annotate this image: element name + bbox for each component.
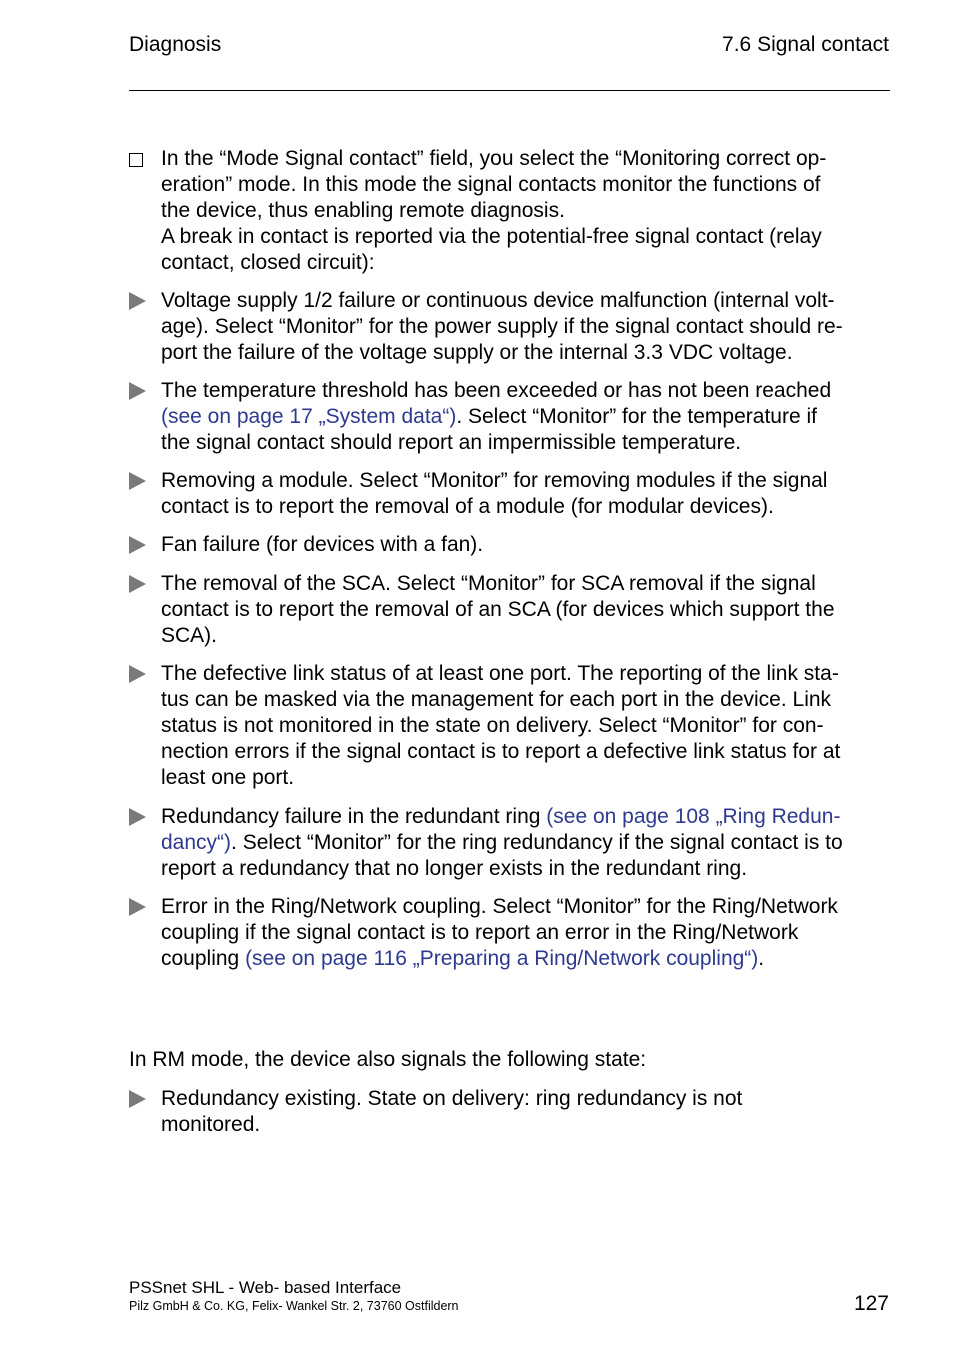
- list-item-sca-removal: [129, 571, 890, 649]
- text-line: monitored.: [161, 1113, 261, 1136]
- text-line: nection errors if the signal contact is to report a defective link status for at: [161, 740, 841, 763]
- text-line: In the “Mode Signal contact” field, you select the “Monitoring correct op-: [161, 147, 827, 170]
- text-line: dancy“). Select “Monitor” for the ring redundancy if the signal contact is to: [161, 831, 843, 854]
- list-item-voltage-supply: [129, 288, 890, 366]
- triangle-bullet-icon: [129, 292, 146, 310]
- text-line: The removal of the SCA. Select “Monitor” for SCA removal if the signal: [161, 572, 816, 595]
- rm-mode-intro: In RM mode, the device also signals the following state:: [129, 1048, 647, 1071]
- text-line: age). Select “Monitor” for the power supply if the signal contact should re-: [161, 315, 843, 338]
- text-line: Removing a module. Select “Monitor” for removing modules if the signal: [161, 469, 828, 492]
- text-line: The defective link status of at least one port. The reporting of the link sta-: [161, 662, 839, 685]
- checkbox-icon: [129, 153, 143, 167]
- list-item-ring-network-coupling: [129, 894, 890, 972]
- header-section: Diagnosis: [129, 33, 222, 56]
- text-line: tus can be masked via the management for each port in the device. Link: [161, 688, 832, 711]
- list-item-redundancy-failure: [129, 804, 890, 882]
- text-line: coupling if the signal contact is to report an error in the Ring/Network: [161, 921, 799, 944]
- list-item-link-status: [129, 661, 890, 791]
- list-item-module-removal: [129, 468, 890, 520]
- page-link-ring-redundancy-cont[interactable]: dancy“): [161, 831, 232, 854]
- page-link-system-data[interactable]: (see on page 17 „System data“): [161, 405, 457, 428]
- text-line: Error in the Ring/Network coupling. Select “Monitor” for the Ring/Network: [161, 895, 838, 918]
- text-line: contact is to report the removal of a module (for modular devices).: [161, 495, 774, 518]
- text-line: Redundancy existing. State on delivery: ring redundancy is not: [161, 1087, 743, 1110]
- triangle-bullet-icon: [129, 382, 146, 400]
- text-line: port the failure of the voltage supply or the internal 3.3 VDC voltage.: [161, 341, 793, 364]
- text-line: The temperature threshold has been exceeded or has not been reached: [161, 379, 832, 402]
- text-line: status is not monitored in the state on delivery. Select “Monitor” for con-: [161, 714, 824, 737]
- page-number: 127: [853, 1292, 889, 1315]
- triangle-bullet-icon: [129, 665, 146, 683]
- text-line: Fan failure (for devices with a fan).: [161, 533, 484, 556]
- triangle-bullet-icon: [129, 898, 146, 916]
- text-line: SCA).: [161, 624, 218, 647]
- triangle-bullet-icon: [129, 575, 146, 593]
- text-line: A break in contact is reported via the potential-free signal contact (relay: [161, 225, 822, 248]
- text-line: Voltage supply 1/2 failure or continuous device malfunction (internal volt-: [161, 289, 835, 312]
- text-line: the signal contact should report an impermissible temperature.: [161, 431, 742, 454]
- text-line: coupling (see on page 116 „Preparing a Ring/Network coupling“).: [161, 947, 765, 970]
- text-line: contact is to report the removal of an SCA (for devices which support the: [161, 598, 835, 621]
- header-chapter: 7.6 Signal contact: [722, 33, 889, 56]
- intro-step: [129, 146, 890, 276]
- text-line: (see on page 17 „System data“). Select “Monitor” for the temperature if: [161, 405, 817, 428]
- text-line: report a redundancy that no longer exists in the redundant ring.: [161, 857, 748, 880]
- footer-address: Pilz GmbH & Co. KG, Felix- Wankel Str. 2, 73760 Ostfildern: [129, 1299, 459, 1313]
- footer-title: PSSnet SHL - Web- based Interface: [129, 1278, 402, 1297]
- header-rule: [129, 90, 890, 91]
- text-line: least one port.: [161, 766, 295, 789]
- list-item-temperature: [129, 378, 890, 456]
- list-item-fan-failure: [129, 532, 890, 558]
- text-line: Redundancy failure in the redundant ring (see on page 108 „Ring Redun-: [161, 805, 841, 828]
- text-line: the device, thus enabling remote diagnosis.: [161, 199, 565, 222]
- triangle-bullet-icon: [129, 472, 146, 490]
- text-line: eration” mode. In this mode the signal contacts monitor the functions of: [161, 173, 821, 196]
- page-link-ring-redundancy[interactable]: (see on page 108 „Ring Redun-: [546, 805, 841, 828]
- page-link-ring-network-coupling[interactable]: (see on page 116 „Preparing a Ring/Network coupling“): [245, 947, 759, 970]
- list-item-redundancy-existing: [129, 1086, 890, 1138]
- triangle-bullet-icon: [129, 808, 146, 826]
- triangle-bullet-icon: [129, 536, 146, 554]
- triangle-bullet-icon: [129, 1090, 146, 1108]
- text-line: contact, closed circuit):: [161, 251, 375, 274]
